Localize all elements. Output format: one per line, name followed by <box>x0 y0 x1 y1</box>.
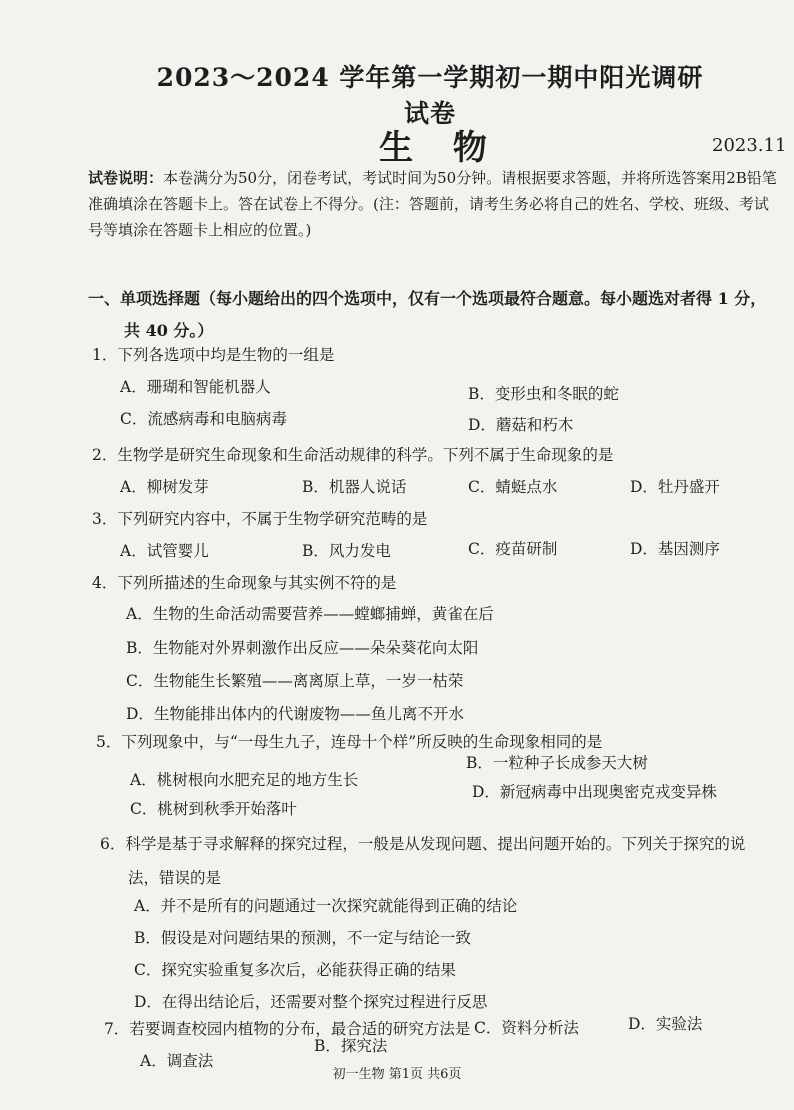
option-c: C．流感病毒和电脑病毒 <box>120 410 287 428</box>
option-c: C．生物能生长繁殖——离离原上草，一岁一枯荣 <box>126 672 464 690</box>
option-a: A．柳树发芽 <box>120 478 209 496</box>
question-stem: 2．生物学是研究生命现象和生命活动规律的科学。下列不属于生命现象的是 <box>92 446 614 464</box>
option-b: B．假设是对问题结果的预测，不一定与结论一致 <box>134 929 471 947</box>
option-a: A．生物的生命活动需要营养——螳螂捕蝉，黄雀在后 <box>126 605 494 623</box>
page-footer: 初一生物 第1页 共6页 <box>332 1067 462 1082</box>
exam-title: 2023～2024 学年第一学期初一期中阳光调研试卷 <box>156 63 704 128</box>
option-a: A．桃树根向水肥充足的地方生长 <box>130 771 359 789</box>
section-heading-line2: 共 40 分。） <box>124 321 214 340</box>
question-stem-line2: 法，错误的是 <box>128 869 222 887</box>
option-a: A．珊瑚和智能机器人 <box>120 378 271 396</box>
option-d: D．牡丹盛开 <box>630 478 720 496</box>
option-c: C．探究实验重复多次后，必能获得正确的结果 <box>134 961 456 979</box>
option-d: D．新冠病毒中出现奥密克戎变异株 <box>472 783 717 801</box>
option-b: B．生物能对外界刺激作出反应——朵朵葵花向太阳 <box>126 639 479 657</box>
exam-date: 2023.11 <box>712 135 787 156</box>
option-d: D．实验法 <box>628 1015 703 1033</box>
option-d: D．生物能排出体内的代谢废物——鱼儿离不开水 <box>126 705 464 723</box>
option-a: A．并不是所有的问题通过一次探究就能得到正确的结论 <box>134 897 518 915</box>
option-d: D．蘑菇和朽木 <box>468 416 574 434</box>
section-heading <box>88 283 780 347</box>
question-stem: 4．下列所描述的生命现象与其实例不符的是 <box>92 574 397 592</box>
option-c: C．桃树到秋季开始落叶 <box>130 800 297 818</box>
question-stem: 5．下列现象中，与“一母生九子，连母十个样”所反映的生命现象相同的是 <box>96 733 603 751</box>
subject-title: 生 物 <box>379 128 501 168</box>
option-b: B．一粒种子长成参天大树 <box>466 754 648 772</box>
option-c: C．蜻蜓点水 <box>468 478 558 496</box>
instructions-text: 本卷满分为50分，闭卷考试，考试时间为50分钟。请根据要求答题，并将所选答案用2B铅笔准确填涂在答题卡上。答在试卷上不得分。(注：答题前，请考生务必将自己的姓名、学校、班级、考试号等填涂在答题卡上相应的位置。) <box>88 169 777 239</box>
option-c: C．资料分析法 <box>474 1019 579 1037</box>
option-b: B．变形虫和冬眠的蛇 <box>468 385 619 403</box>
option-b: B．机器人说话 <box>302 478 407 496</box>
question-stem: 1．下列各选项中均是生物的一组是 <box>92 346 335 364</box>
option-a: A．调查法 <box>140 1052 214 1070</box>
section-heading-line1: 一、单项选择题（每小题给出的四个选项中，仅有一个选项最符合题意。每小题选对者得 1 分， <box>88 289 767 308</box>
option-b: B．风力发电 <box>302 542 391 560</box>
instructions <box>88 165 780 243</box>
option-c: C．疫苗研制 <box>468 540 558 558</box>
option-d: D．在得出结论后，还需要对整个探究过程进行反思 <box>134 993 488 1011</box>
question-stem: 3．下列研究内容中，不属于生物学研究范畴的是 <box>92 510 428 528</box>
option-b: B．探究法 <box>314 1037 388 1055</box>
option-a: A．试管婴儿 <box>120 542 209 560</box>
question-stem: 7．若要调查校园内植物的分布，最合适的研究方法是 <box>104 1020 471 1038</box>
instructions-label: 试卷说明： <box>88 169 164 187</box>
question-stem-line1: 6．科学是基于寻求解释的探究过程，一般是从发现问题、提出问题开始的。下列关于探究的说 <box>100 835 746 853</box>
option-d: D．基因测序 <box>630 540 720 558</box>
